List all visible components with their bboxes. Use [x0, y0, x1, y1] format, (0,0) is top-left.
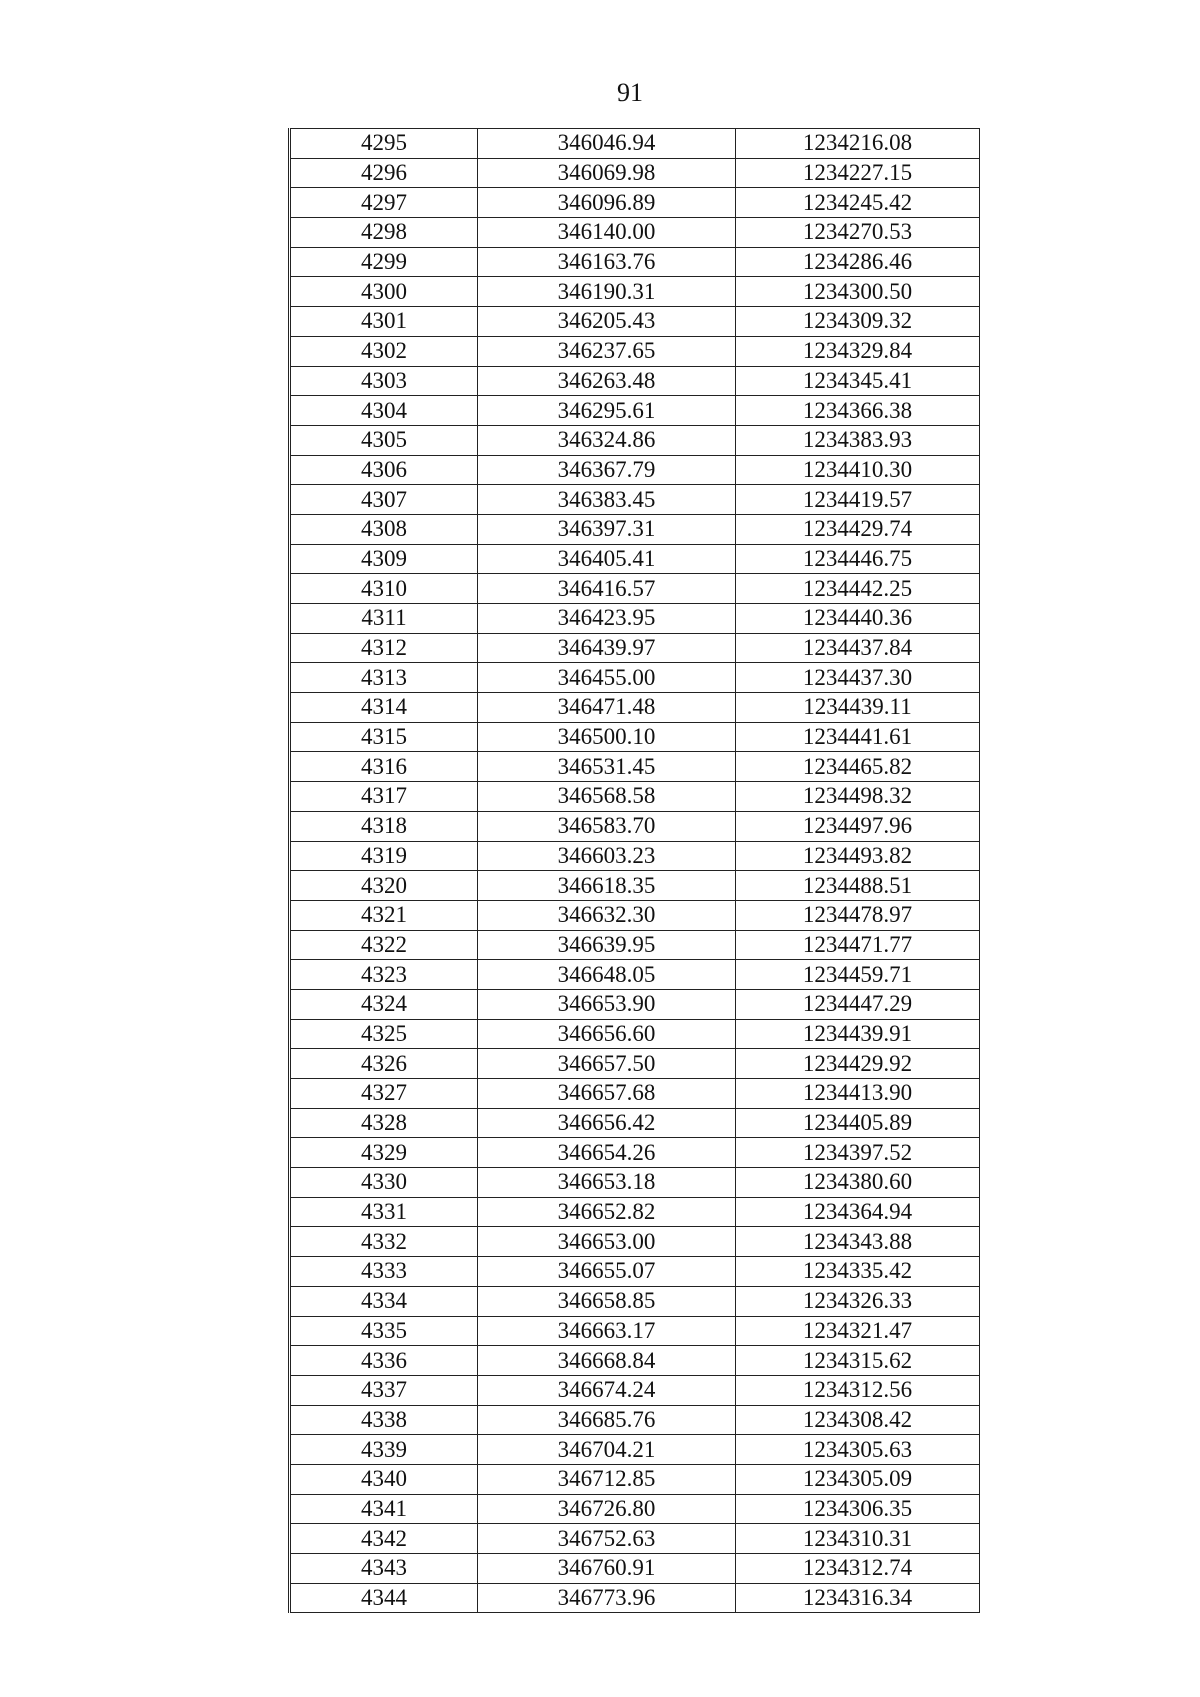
- y-coordinate-cell: 1234459.71: [736, 960, 980, 990]
- table-row: [290, 1049, 980, 1079]
- y-coordinate-cell: 1234300.50: [736, 277, 980, 307]
- point-number-cell: 4319: [290, 841, 478, 871]
- x-coordinate-cell: 346653.90: [478, 989, 736, 1019]
- x-coordinate-cell: 346163.76: [478, 247, 736, 277]
- x-coordinate-cell: 346656.60: [478, 1019, 736, 1049]
- y-coordinate-cell: 1234442.25: [736, 574, 980, 604]
- x-coordinate-cell: 346383.45: [478, 485, 736, 515]
- x-coordinate-cell: 346397.31: [478, 514, 736, 544]
- point-number-cell: 4299: [290, 247, 478, 277]
- x-coordinate-cell: 346237.65: [478, 336, 736, 366]
- x-coordinate-cell: 346726.80: [478, 1494, 736, 1524]
- x-coordinate-cell: 346760.91: [478, 1554, 736, 1584]
- table-row: [290, 336, 980, 366]
- x-coordinate-cell: 346712.85: [478, 1464, 736, 1494]
- point-number-cell: 4312: [290, 633, 478, 663]
- table-row: [290, 1554, 980, 1584]
- table-row: [290, 218, 980, 248]
- point-number-cell: 4329: [290, 1138, 478, 1168]
- x-coordinate-cell: 346416.57: [478, 574, 736, 604]
- table-row: [290, 247, 980, 277]
- table-row: [290, 1108, 980, 1138]
- point-number-cell: 4327: [290, 1079, 478, 1109]
- y-coordinate-cell: 1234447.29: [736, 989, 980, 1019]
- table-row: [290, 1019, 980, 1049]
- x-coordinate-cell: 346531.45: [478, 752, 736, 782]
- table-row: [290, 425, 980, 455]
- page-number: 91: [617, 78, 643, 107]
- point-number-cell: 4320: [290, 871, 478, 901]
- y-coordinate-cell: 1234437.84: [736, 633, 980, 663]
- point-number-cell: 4298: [290, 218, 478, 248]
- table-row: [290, 485, 980, 515]
- x-coordinate-cell: 346324.86: [478, 425, 736, 455]
- x-coordinate-cell: 346439.97: [478, 633, 736, 663]
- x-coordinate-cell: 346657.50: [478, 1049, 736, 1079]
- x-coordinate-cell: 346471.48: [478, 693, 736, 723]
- table-row: [290, 900, 980, 930]
- x-coordinate-cell: 346096.89: [478, 188, 736, 218]
- point-number-cell: 4317: [290, 782, 478, 812]
- table-row: [290, 1168, 980, 1198]
- y-coordinate-cell: 1234439.11: [736, 693, 980, 723]
- point-number-cell: 4328: [290, 1108, 478, 1138]
- y-coordinate-cell: 1234329.84: [736, 336, 980, 366]
- point-number-cell: 4295: [290, 129, 478, 159]
- y-coordinate-cell: 1234493.82: [736, 841, 980, 871]
- y-coordinate-cell: 1234410.30: [736, 455, 980, 485]
- table-row: [290, 811, 980, 841]
- x-coordinate-cell: 346752.63: [478, 1524, 736, 1554]
- table-row: [290, 604, 980, 634]
- x-coordinate-cell: 346500.10: [478, 722, 736, 752]
- x-coordinate-cell: 346653.18: [478, 1168, 736, 1198]
- y-coordinate-cell: 1234315.62: [736, 1346, 980, 1376]
- y-coordinate-cell: 1234308.42: [736, 1405, 980, 1435]
- x-coordinate-cell: 346668.84: [478, 1346, 736, 1376]
- point-number-cell: 4316: [290, 752, 478, 782]
- y-coordinate-cell: 1234312.56: [736, 1375, 980, 1405]
- table-row: [290, 1079, 980, 1109]
- x-coordinate-cell: 346568.58: [478, 782, 736, 812]
- table-row: [290, 188, 980, 218]
- x-coordinate-cell: 346652.82: [478, 1197, 736, 1227]
- table-row: [290, 782, 980, 812]
- x-coordinate-cell: 346046.94: [478, 129, 736, 159]
- table-row: [290, 396, 980, 426]
- y-coordinate-cell: 1234488.51: [736, 871, 980, 901]
- y-coordinate-cell: 1234440.36: [736, 604, 980, 634]
- y-coordinate-cell: 1234380.60: [736, 1168, 980, 1198]
- table-row: [290, 455, 980, 485]
- y-coordinate-cell: 1234439.91: [736, 1019, 980, 1049]
- table-body: [290, 129, 980, 1613]
- table-row: [290, 693, 980, 723]
- y-coordinate-cell: 1234270.53: [736, 218, 980, 248]
- x-coordinate-cell: 346773.96: [478, 1583, 736, 1613]
- y-coordinate-cell: 1234306.35: [736, 1494, 980, 1524]
- y-coordinate-cell: 1234335.42: [736, 1257, 980, 1287]
- point-number-cell: 4318: [290, 811, 478, 841]
- table-row: [290, 841, 980, 871]
- x-coordinate-cell: 346423.95: [478, 604, 736, 634]
- point-number-cell: 4303: [290, 366, 478, 396]
- point-number-cell: 4332: [290, 1227, 478, 1257]
- y-coordinate-cell: 1234216.08: [736, 129, 980, 159]
- point-number-cell: 4339: [290, 1435, 478, 1465]
- table-row: [290, 277, 980, 307]
- x-coordinate-cell: 346140.00: [478, 218, 736, 248]
- point-number-cell: 4340: [290, 1464, 478, 1494]
- point-number-cell: 4333: [290, 1257, 478, 1287]
- y-coordinate-cell: 1234312.74: [736, 1554, 980, 1584]
- y-coordinate-cell: 1234345.41: [736, 366, 980, 396]
- point-number-cell: 4336: [290, 1346, 478, 1376]
- table-row: [290, 722, 980, 752]
- y-coordinate-cell: 1234405.89: [736, 1108, 980, 1138]
- table-row: [290, 1346, 980, 1376]
- x-coordinate-cell: 346658.85: [478, 1286, 736, 1316]
- y-coordinate-cell: 1234321.47: [736, 1316, 980, 1346]
- point-number-cell: 4307: [290, 485, 478, 515]
- x-coordinate-cell: 346069.98: [478, 158, 736, 188]
- point-number-cell: 4335: [290, 1316, 478, 1346]
- y-coordinate-cell: 1234310.31: [736, 1524, 980, 1554]
- point-number-cell: 4308: [290, 514, 478, 544]
- y-coordinate-cell: 1234305.09: [736, 1464, 980, 1494]
- point-number-cell: 4342: [290, 1524, 478, 1554]
- table-row: [290, 1494, 980, 1524]
- x-coordinate-cell: 346205.43: [478, 307, 736, 337]
- y-coordinate-cell: 1234343.88: [736, 1227, 980, 1257]
- table-row: [290, 158, 980, 188]
- y-coordinate-cell: 1234429.74: [736, 514, 980, 544]
- table-row: [290, 1138, 980, 1168]
- x-coordinate-cell: 346367.79: [478, 455, 736, 485]
- table-row: [290, 633, 980, 663]
- y-coordinate-cell: 1234316.34: [736, 1583, 980, 1613]
- y-coordinate-cell: 1234245.42: [736, 188, 980, 218]
- x-coordinate-cell: 346653.00: [478, 1227, 736, 1257]
- point-number-cell: 4315: [290, 722, 478, 752]
- point-number-cell: 4321: [290, 900, 478, 930]
- point-number-cell: 4338: [290, 1405, 478, 1435]
- y-coordinate-cell: 1234437.30: [736, 663, 980, 693]
- x-coordinate-cell: 346583.70: [478, 811, 736, 841]
- table-row: [290, 871, 980, 901]
- table-row: [290, 960, 980, 990]
- point-number-cell: 4306: [290, 455, 478, 485]
- point-number-cell: 4311: [290, 604, 478, 634]
- y-coordinate-cell: 1234471.77: [736, 930, 980, 960]
- table-row: [290, 1227, 980, 1257]
- x-coordinate-cell: 346618.35: [478, 871, 736, 901]
- x-coordinate-cell: 346295.61: [478, 396, 736, 426]
- point-number-cell: 4323: [290, 960, 478, 990]
- table-row: [290, 1316, 980, 1346]
- table-row: [290, 1464, 980, 1494]
- point-number-cell: 4326: [290, 1049, 478, 1079]
- table-row: [290, 1197, 980, 1227]
- y-coordinate-cell: 1234465.82: [736, 752, 980, 782]
- y-coordinate-cell: 1234364.94: [736, 1197, 980, 1227]
- x-coordinate-cell: 346455.00: [478, 663, 736, 693]
- point-number-cell: 4309: [290, 544, 478, 574]
- point-number-cell: 4302: [290, 336, 478, 366]
- x-coordinate-cell: 346639.95: [478, 930, 736, 960]
- y-coordinate-cell: 1234227.15: [736, 158, 980, 188]
- point-number-cell: 4341: [290, 1494, 478, 1524]
- point-number-cell: 4337: [290, 1375, 478, 1405]
- y-coordinate-cell: 1234478.97: [736, 900, 980, 930]
- point-number-cell: 4322: [290, 930, 478, 960]
- x-coordinate-cell: 346685.76: [478, 1405, 736, 1435]
- point-number-cell: 4343: [290, 1554, 478, 1584]
- point-number-cell: 4331: [290, 1197, 478, 1227]
- table-row: [290, 989, 980, 1019]
- table-row: [290, 752, 980, 782]
- y-coordinate-cell: 1234383.93: [736, 425, 980, 455]
- x-coordinate-cell: 346656.42: [478, 1108, 736, 1138]
- y-coordinate-cell: 1234498.32: [736, 782, 980, 812]
- point-number-cell: 4313: [290, 663, 478, 693]
- table-row: [290, 514, 980, 544]
- point-number-cell: 4310: [290, 574, 478, 604]
- point-number-cell: 4301: [290, 307, 478, 337]
- table-row: [290, 366, 980, 396]
- table-row: [290, 307, 980, 337]
- table-row: [290, 1583, 980, 1613]
- x-coordinate-cell: 346632.30: [478, 900, 736, 930]
- x-coordinate-cell: 346190.31: [478, 277, 736, 307]
- x-coordinate-cell: 346405.41: [478, 544, 736, 574]
- x-coordinate-cell: 346654.26: [478, 1138, 736, 1168]
- y-coordinate-cell: 1234446.75: [736, 544, 980, 574]
- x-coordinate-cell: 346657.68: [478, 1079, 736, 1109]
- y-coordinate-cell: 1234326.33: [736, 1286, 980, 1316]
- point-number-cell: 4334: [290, 1286, 478, 1316]
- coordinates-table: [288, 128, 980, 1613]
- y-coordinate-cell: 1234366.38: [736, 396, 980, 426]
- point-number-cell: 4314: [290, 693, 478, 723]
- table-row: [290, 930, 980, 960]
- x-coordinate-cell: 346648.05: [478, 960, 736, 990]
- point-number-cell: 4324: [290, 989, 478, 1019]
- table-row: [290, 1286, 980, 1316]
- x-coordinate-cell: 346603.23: [478, 841, 736, 871]
- table-row: [290, 129, 980, 159]
- table-row: [290, 1257, 980, 1287]
- table-row: [290, 663, 980, 693]
- point-number-cell: 4297: [290, 188, 478, 218]
- point-number-cell: 4305: [290, 425, 478, 455]
- table-row: [290, 544, 980, 574]
- point-number-cell: 4300: [290, 277, 478, 307]
- x-coordinate-cell: 346263.48: [478, 366, 736, 396]
- y-coordinate-cell: 1234286.46: [736, 247, 980, 277]
- x-coordinate-cell: 346704.21: [478, 1435, 736, 1465]
- y-coordinate-cell: 1234419.57: [736, 485, 980, 515]
- x-coordinate-cell: 346663.17: [478, 1316, 736, 1346]
- table-row: [290, 1375, 980, 1405]
- x-coordinate-cell: 346655.07: [478, 1257, 736, 1287]
- y-coordinate-cell: 1234413.90: [736, 1079, 980, 1109]
- y-coordinate-cell: 1234309.32: [736, 307, 980, 337]
- point-number-cell: 4325: [290, 1019, 478, 1049]
- y-coordinate-cell: 1234397.52: [736, 1138, 980, 1168]
- point-number-cell: 4296: [290, 158, 478, 188]
- y-coordinate-cell: 1234497.96: [736, 811, 980, 841]
- y-coordinate-cell: 1234441.61: [736, 722, 980, 752]
- table-row: [290, 1524, 980, 1554]
- y-coordinate-cell: 1234429.92: [736, 1049, 980, 1079]
- point-number-cell: 4304: [290, 396, 478, 426]
- point-number-cell: 4330: [290, 1168, 478, 1198]
- table-row: [290, 574, 980, 604]
- table-row: [290, 1405, 980, 1435]
- table-row: [290, 1435, 980, 1465]
- y-coordinate-cell: 1234305.63: [736, 1435, 980, 1465]
- x-coordinate-cell: 346674.24: [478, 1375, 736, 1405]
- point-number-cell: 4344: [290, 1583, 478, 1613]
